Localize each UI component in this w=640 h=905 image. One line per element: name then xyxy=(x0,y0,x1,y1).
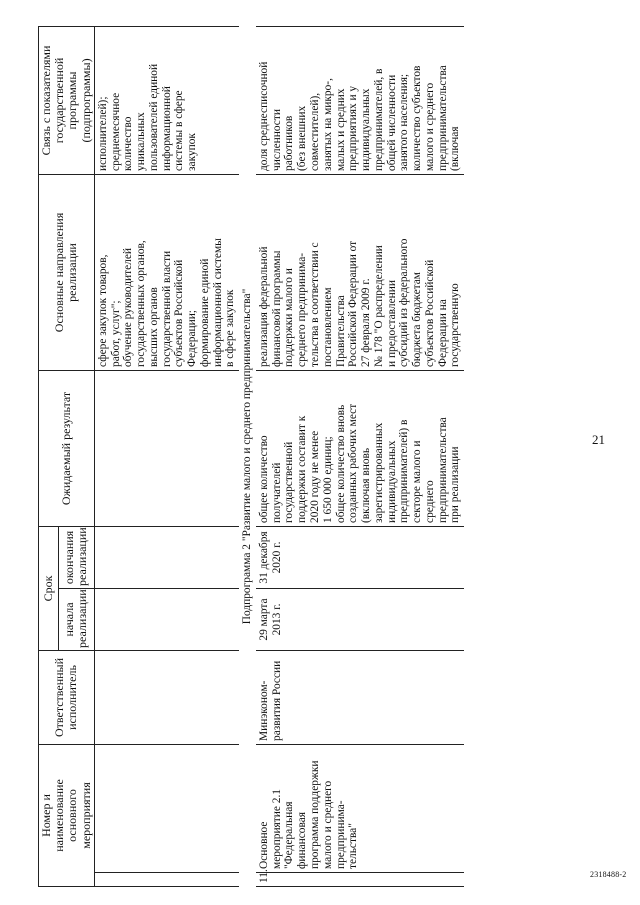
text-line: субсидий из федерального xyxy=(398,238,411,367)
row-start xyxy=(256,588,464,650)
text-line: исполнителей); xyxy=(96,96,109,171)
row-responsible xyxy=(256,650,464,744)
text-line: реализации xyxy=(75,589,90,648)
header-responsible xyxy=(39,650,95,744)
text-line: системы в сфере xyxy=(173,90,186,171)
text-line: общее количество xyxy=(257,435,270,523)
text-line: предпринимателей) в xyxy=(398,419,411,523)
text-line: реализации xyxy=(65,243,80,302)
text-line: сфере закупок товаров, xyxy=(96,254,109,367)
text-line: реализация федеральной xyxy=(257,246,270,367)
text-line: количество xyxy=(122,116,135,171)
continuation-directions xyxy=(94,174,239,370)
text-line: окончания xyxy=(62,530,77,585)
row-directions xyxy=(256,174,464,370)
text-line: пользователей единой xyxy=(147,63,160,171)
text-line: и предоставлении xyxy=(385,280,398,367)
continuation-link xyxy=(94,26,239,174)
text-line: государственных органов, xyxy=(135,240,148,367)
text-line: общей численности xyxy=(385,74,398,171)
subprogram-title: Подпрограмма 2 "Развитие малого и среднего предпринимательства" xyxy=(241,288,254,625)
text-line: доля среднесписочной xyxy=(257,61,270,171)
text-line: Основные направления xyxy=(52,212,67,333)
text-line: (подпрограммы) xyxy=(78,58,93,143)
text-line: Российской Федерации от xyxy=(347,240,360,367)
document-code: 2318488-2 xyxy=(590,870,627,879)
text-line: постановлением xyxy=(321,287,334,367)
text-line: созданных рабочих мест xyxy=(347,403,360,523)
text-line: 2013 г. xyxy=(270,603,283,636)
text-line: индивидуальных xyxy=(360,88,373,171)
text-line: предпринимательства xyxy=(436,417,449,523)
text-line: исполнитель xyxy=(65,665,80,730)
text-line: 29 марта xyxy=(257,598,270,641)
table-row xyxy=(256,26,464,886)
text-line: поддержки малого и xyxy=(283,268,296,367)
text-line: занятых на микро-, xyxy=(321,78,334,171)
text-line: численности xyxy=(270,109,283,171)
text-line: программы xyxy=(65,71,80,130)
text-line: основного xyxy=(65,789,80,842)
text-line: Федерации на xyxy=(436,299,449,367)
subprogram-row xyxy=(239,26,256,886)
text-line: при реализации xyxy=(449,446,462,523)
text-line: тельства" xyxy=(347,823,360,869)
text-line: среднемесячное xyxy=(109,92,122,171)
text-line: малых и средних xyxy=(334,88,347,171)
row-name xyxy=(256,744,464,872)
header-directions xyxy=(39,174,95,370)
header-end xyxy=(58,526,94,588)
text-line: среднего предпринима- xyxy=(296,252,309,367)
text-line: общее количество вновь xyxy=(334,404,347,523)
header-link xyxy=(39,26,95,174)
text-line: наименование xyxy=(52,779,67,852)
text-line: в сфере закупок xyxy=(224,289,237,367)
text-line: финансовая xyxy=(296,812,309,869)
header-result: Ожидаемый результат xyxy=(39,370,95,526)
text-line: 2020 г. xyxy=(270,541,283,574)
text-line: поддержки составит к xyxy=(296,415,309,523)
rotated-page xyxy=(0,5,640,905)
text-line: уникальных xyxy=(135,112,148,171)
text-line: предпринимателей, в xyxy=(372,68,385,171)
text-line: Минэконом- xyxy=(257,680,270,741)
text-line: предпринима- xyxy=(334,800,347,869)
text-line: тельства в соответствии с xyxy=(309,242,321,367)
text-line: занятого населения; xyxy=(398,73,411,171)
text-line: государственной власти xyxy=(160,250,173,367)
text-line: высших органов xyxy=(147,287,160,367)
text-line: Связь с показателями xyxy=(39,45,53,156)
row-result xyxy=(256,370,464,526)
program-table xyxy=(38,26,464,887)
page-number: 21 xyxy=(592,432,605,447)
text-line: обучение руководителей xyxy=(122,248,135,367)
text-line: работников xyxy=(283,115,296,171)
text-line: мероприятие 2.1 xyxy=(270,789,283,869)
text-line: государственной xyxy=(52,57,67,144)
text-line: Номер и xyxy=(39,794,53,837)
text-line: 1 650 000 единиц; xyxy=(321,436,334,523)
text-line: Федерации; xyxy=(186,310,199,367)
text-line: зарегистрированных xyxy=(372,422,385,523)
text-line: закупок xyxy=(186,133,199,171)
header-start xyxy=(58,588,94,650)
text-line: бюджета бюджетам xyxy=(411,271,424,367)
text-line: малого и среднего xyxy=(321,780,334,869)
text-line: получателей xyxy=(270,462,283,523)
text-line: государственную xyxy=(449,283,462,367)
text-line: информационной системы xyxy=(211,238,224,367)
continuation-row xyxy=(94,26,239,886)
text-line: индивидуальных xyxy=(385,440,398,523)
text-line: совместителей), xyxy=(309,92,321,171)
text-line: количество субъектов xyxy=(411,65,424,171)
text-line: Правительства xyxy=(334,295,347,367)
text-line: 27 февраля 2009 г. xyxy=(360,278,373,367)
text-line: мероприятия xyxy=(78,782,93,849)
text-line: (включая вновь xyxy=(360,447,373,523)
text-line: предприятиях и у xyxy=(347,85,360,171)
text-line: развития России xyxy=(270,660,283,741)
text-line: малого и среднего xyxy=(423,82,436,171)
text-line: 31 декабря xyxy=(257,531,270,584)
row-end xyxy=(256,526,464,588)
text-line: финансовой программы xyxy=(270,250,283,367)
text-line: секторе малого и xyxy=(411,440,424,523)
text-line: № 178 "О распределении xyxy=(372,245,385,367)
text-line: "Федеральная xyxy=(283,801,296,869)
text-line: государственной xyxy=(283,441,296,523)
text-line: субъектов Российской xyxy=(173,259,186,367)
row-number: 11. xyxy=(256,873,464,887)
text-line: программа поддержки xyxy=(309,760,321,869)
text-line: работ, услуг"; xyxy=(109,300,122,367)
row-link xyxy=(256,26,464,174)
text-line: Ответственный xyxy=(52,657,67,738)
text-line: 2020 году не менее xyxy=(309,430,321,523)
header-term: Срок xyxy=(39,526,59,650)
text-line: предпринимательства xyxy=(436,65,449,171)
text-line: Основное xyxy=(257,821,270,869)
text-line: реализации xyxy=(75,527,90,586)
text-line: формирование единой xyxy=(198,258,211,367)
header-number-name xyxy=(39,744,95,886)
text-line: информационной xyxy=(160,86,173,171)
text-line: субъектов Российской xyxy=(423,259,436,367)
text-line: (без внешних xyxy=(296,105,309,171)
text-line: (включая xyxy=(449,126,462,171)
text-line: начала xyxy=(62,602,77,637)
text-line: среднего xyxy=(423,480,436,523)
